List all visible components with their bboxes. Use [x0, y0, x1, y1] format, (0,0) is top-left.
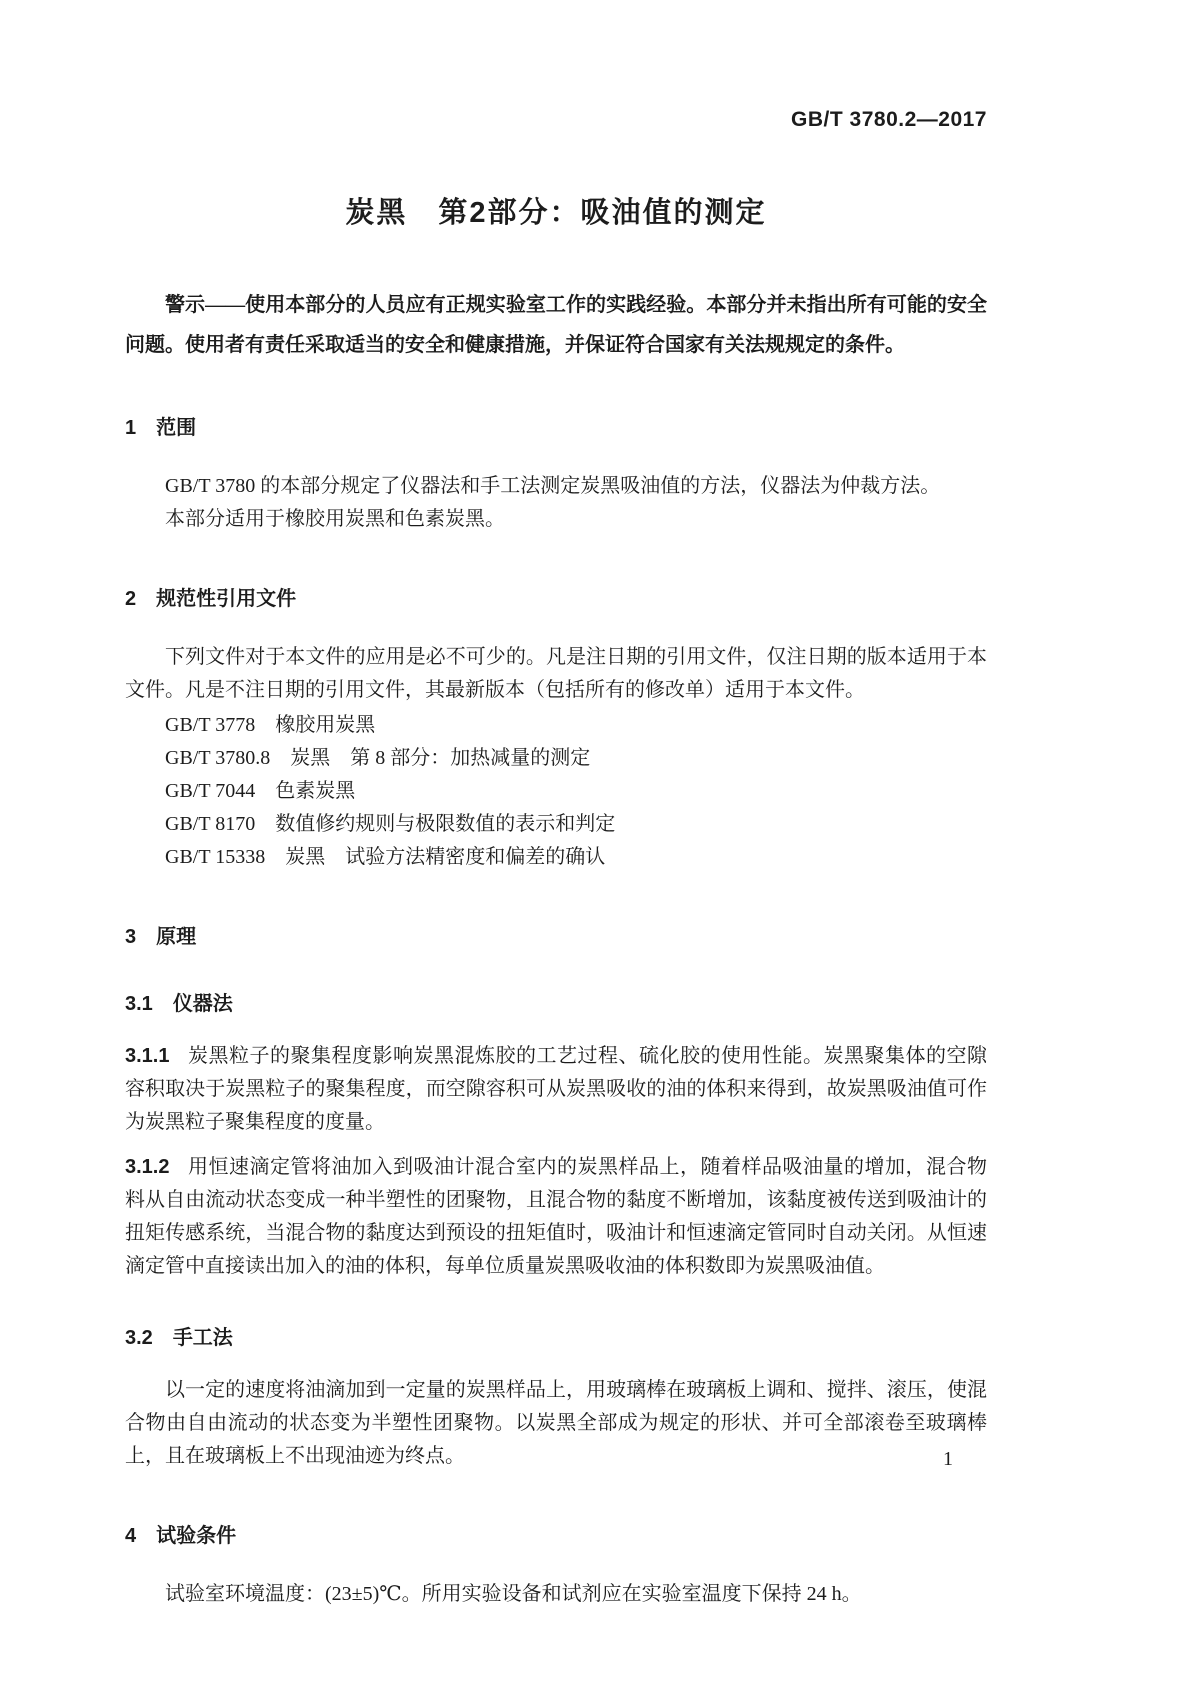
- section-3-2-paragraph: 以一定的速度将油滴加到一定量的炭黑样品上，用玻璃棒在玻璃板上调和、搅拌、滚压，使混合物由自由流动的状态变为半塑性团聚物。以炭黑全部成为规定的形状、并可全部滚卷至玻璃棒上，且在玻璃板上不出现油迹为终点。: [125, 1379, 987, 1467]
- paragraph-3-1-2: [125, 1151, 987, 1283]
- section-4-paragraph: 试验室环境温度：(23±5)℃。所用实验设备和试剂应在实验室温度下保持 24 h。: [165, 1583, 862, 1605]
- section-1-paragraph-1: GB/T 3780 的本部分规定了仪器法和手工法测定炭黑吸油值的方法，仪器法为仲裁方法。: [165, 475, 941, 497]
- section-1-heading: [125, 411, 987, 440]
- section-1-paragraph-2: 本部分适用于橡胶用炭黑和色素炭黑。: [165, 508, 505, 530]
- section-4-title: 试验条件: [156, 1525, 237, 1547]
- section-3-number: 3: [125, 926, 137, 948]
- reference-item: GB/T 3780.8 炭黑 第 8 部分：加热减量的测定: [165, 747, 591, 769]
- document-content: [125, 0, 987, 1611]
- section-3-1-heading: [125, 987, 987, 1016]
- reference-item: GB/T 8170 数值修约规则与极限数值的表示和判定: [165, 813, 616, 835]
- section-3-1-title: 仪器法: [172, 993, 233, 1015]
- reference-item: GB/T 15338 炭黑 试验方法精密度和偏差的确认: [165, 846, 606, 868]
- page-title: 炭黑 第2部分：吸油值的测定: [345, 197, 767, 229]
- section-2-title: 规范性引用文件: [156, 588, 297, 610]
- section-3-2-heading: [125, 1321, 987, 1350]
- warning-paragraph: 警示——使用本部分的人员应有正规实验室工作的实践经验。本部分并未指出所有可能的安全问题。使用者有责任采取适当的安全和健康措施，并保证符合国家有关法规规定的条件。: [125, 294, 987, 356]
- section-1-number: 1: [125, 417, 137, 439]
- section-3-title: 原理: [156, 926, 197, 948]
- paragraph-3-1-2-number: 3.1.2: [125, 1156, 170, 1178]
- section-2-paragraph: 下列文件对于本文件的应用是必不可少的。凡是注日期的引用文件，仅注日期的版本适用于本文件。凡是不注日期的引用文件，其最新版本（包括所有的修改单）适用于本文件。: [125, 646, 987, 701]
- section-2-number: 2: [125, 588, 137, 610]
- doc-number: GB/T 3780.2—2017: [791, 108, 987, 131]
- page-number: 1: [943, 1448, 953, 1470]
- paragraph-3-1-1: [125, 1040, 987, 1139]
- section-3-2-title: 手工法: [172, 1327, 233, 1349]
- normative-references-list: [125, 709, 987, 874]
- section-2-heading: [125, 582, 987, 611]
- section-1-title: 范围: [156, 417, 197, 439]
- section-4-heading: [125, 1519, 987, 1548]
- paragraph-3-1-1-text: 炭黑粒子的聚集程度影响炭黑混炼胶的工艺过程、硫化胶的使用性能。炭黑聚集体的空隙容积取决于炭黑粒子的聚集程度，而空隙容积可从炭黑吸收的油的体积来得到，故炭黑吸油值可作为炭黑粒子聚集程度的度量。: [125, 1045, 987, 1133]
- section-3-1-number: 3.1: [125, 993, 153, 1015]
- section-4-number: 4: [125, 1525, 137, 1547]
- paragraph-3-1-2-text: 用恒速滴定管将油加入到吸油计混合室内的炭黑样品上，随着样品吸油量的增加，混合物料从自由流动状态变成一种半塑性的团聚物，且混合物的黏度不断增加，该黏度被传送到吸油计的扭矩传感系统，当混合物的黏度达到预设的扭矩值时，吸油计和恒速滴定管同时自动关闭。从恒速滴定管中直接读出加入的油的体积，每单位质量炭黑吸收油的体积数即为炭黑吸油值。: [125, 1156, 987, 1277]
- section-3-2-number: 3.2: [125, 1327, 153, 1349]
- reference-item: GB/T 7044 色素炭黑: [165, 780, 356, 802]
- paragraph-3-1-1-number: 3.1.1: [125, 1045, 170, 1067]
- reference-item: GB/T 3778 橡胶用炭黑: [165, 714, 376, 736]
- section-3-heading: [125, 920, 987, 949]
